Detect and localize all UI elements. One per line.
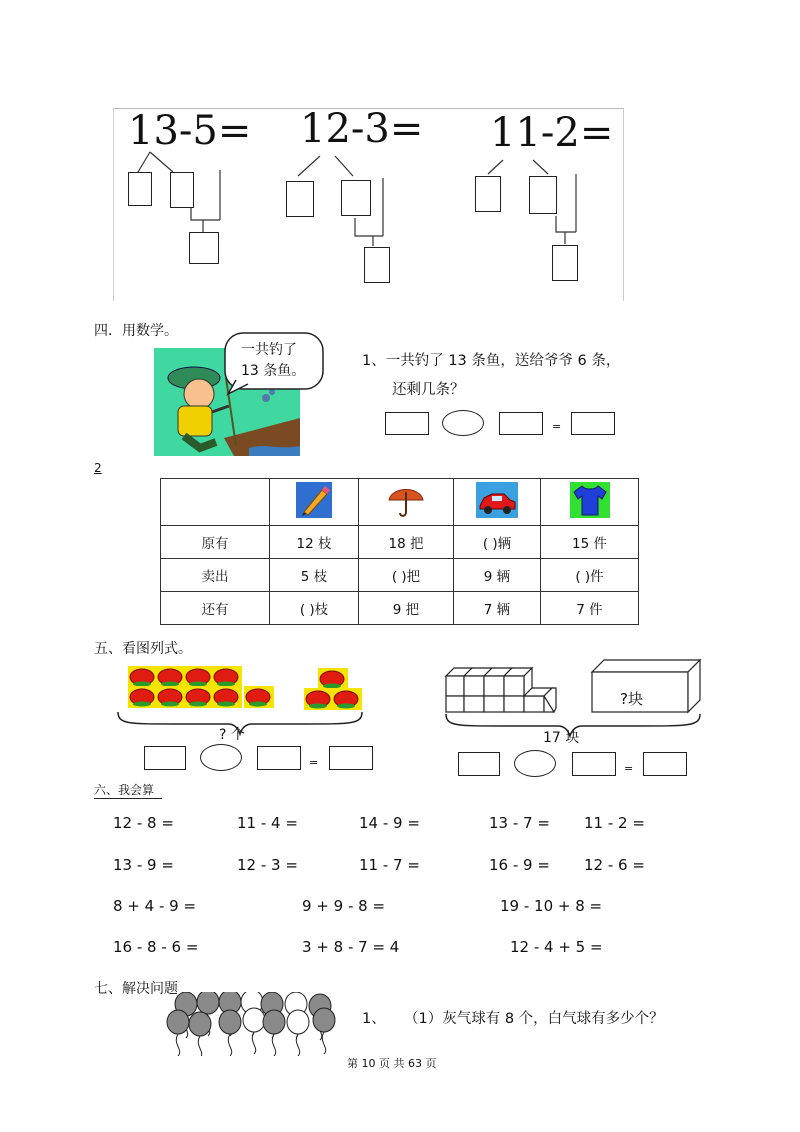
decompose-box[interactable] — [128, 172, 152, 206]
table-cell[interactable]: ( )枝 — [270, 592, 359, 625]
speech-bubble-line-2: 13 条鱼。 — [241, 363, 306, 379]
table-cell[interactable]: ( )把 — [359, 559, 454, 592]
table-cell: 5 枝 — [270, 559, 359, 592]
balloons-illustration — [164, 992, 344, 1056]
operator-oval[interactable] — [200, 744, 242, 771]
answer-box[interactable] — [385, 412, 429, 435]
calc-item: 9 + 9 - 8 = — [302, 897, 386, 915]
white-balloon-icon — [243, 1008, 265, 1032]
equals-sign: = — [309, 756, 319, 769]
table-cell: 15 件 — [541, 526, 639, 559]
table-cell[interactable]: ( )辆 — [454, 526, 541, 559]
calc-item: 12 - 3 = — [237, 856, 298, 874]
table-header-umbrella — [359, 479, 454, 526]
table-header-shirt — [541, 479, 639, 526]
gray-balloon-icon — [197, 992, 219, 1014]
equals-sign: = — [552, 420, 562, 433]
decompose-box[interactable] — [170, 172, 194, 208]
decompose-box[interactable] — [189, 232, 219, 264]
calc-item: 13 - 9 = — [113, 856, 174, 874]
answer-box[interactable] — [643, 752, 687, 776]
calc-item: 19 - 10 + 8 = — [500, 897, 603, 915]
question-1-line-2: 还剩几条？ — [392, 382, 465, 398]
car-icon — [476, 482, 518, 518]
question-1-line-1: 1、一共钓了 13 条鱼，送给爷爷 6 条， — [362, 353, 621, 369]
answer-box[interactable] — [144, 746, 186, 770]
question-2-number: 2 — [94, 461, 102, 475]
apples-illustration — [128, 666, 364, 712]
gray-balloon-icon — [263, 1010, 285, 1034]
decompose-problem-3: 11-2= — [490, 110, 614, 156]
calc-item: 13 - 7 = — [489, 814, 550, 832]
shirt-icon — [570, 482, 610, 518]
calc-item: 16 - 9 = — [489, 856, 550, 874]
decompose-box[interactable] — [529, 176, 557, 214]
white-balloon-icon — [287, 1010, 309, 1034]
calc-item: 11 - 4 = — [237, 814, 298, 832]
table-cell: 7 件 — [541, 592, 639, 625]
table-cell: 7 辆 — [454, 592, 541, 625]
calc-item: 3 + 8 - 7 = 4 — [302, 938, 400, 956]
table-row — [161, 559, 639, 592]
answer-box[interactable] — [257, 746, 301, 770]
table-row — [161, 526, 639, 559]
decompose-box[interactable] — [341, 180, 371, 216]
umbrella-icon — [386, 482, 426, 518]
table-cell: 12 枝 — [270, 526, 359, 559]
calc-item: 11 - 2 = — [584, 814, 645, 832]
gray-balloon-icon — [189, 1012, 211, 1036]
decompose-box[interactable] — [552, 245, 578, 281]
decompose-problem-2: 12-3= — [300, 106, 424, 152]
table-cell: 9 辆 — [454, 559, 541, 592]
decompose-problem-1: 13-5= — [128, 108, 252, 154]
calc-item: 12 - 4 + 5 = — [510, 938, 603, 956]
gray-balloon-icon — [219, 1010, 241, 1034]
answer-box[interactable] — [458, 752, 500, 776]
calc-item: 11 - 7 = — [359, 856, 420, 874]
table-header-empty — [161, 479, 270, 526]
calc-item: 16 - 8 - 6 = — [113, 938, 199, 956]
page-footer: 第 10 页 共 63 页 — [347, 1057, 437, 1070]
table-row — [161, 592, 639, 625]
answer-box[interactable] — [329, 746, 373, 770]
section-6-heading: 六、我会算 — [94, 781, 162, 799]
table-cell: 9 把 — [359, 592, 454, 625]
section-7-heading: 七、解决问题 — [94, 981, 178, 997]
block-total-label: 17 块 — [543, 730, 580, 746]
table-header-pencil — [270, 479, 359, 526]
calc-item: 12 - 8 = — [113, 814, 174, 832]
row-label: 原有 — [161, 526, 270, 559]
row-label: 还有 — [161, 592, 270, 625]
question-1-number: 1、 — [362, 1011, 386, 1027]
equals-sign: = — [624, 762, 634, 775]
calc-item: 14 - 9 = — [359, 814, 420, 832]
table-cell[interactable]: ( )件 — [541, 559, 639, 592]
calc-item: 8 + 4 - 9 = — [113, 897, 197, 915]
gray-balloon-icon — [313, 1008, 335, 1032]
table-cell: 18 把 — [359, 526, 454, 559]
row-label: 卖出 — [161, 559, 270, 592]
decompose-box[interactable] — [286, 181, 314, 217]
operator-oval[interactable] — [442, 410, 484, 436]
section-5-heading: 五、看图列式。 — [94, 641, 192, 657]
sales-table — [160, 478, 639, 625]
decompose-box[interactable] — [364, 247, 390, 283]
decompose-box[interactable] — [475, 176, 501, 212]
answer-box[interactable] — [499, 412, 543, 435]
section-4-heading: 四．用数学。 — [94, 323, 178, 339]
answer-box[interactable] — [571, 412, 615, 435]
calc-item: 12 - 6 = — [584, 856, 645, 874]
answer-box[interactable] — [572, 752, 616, 776]
operator-oval[interactable] — [514, 750, 556, 777]
gray-balloon-icon — [167, 1010, 189, 1034]
question-1-text: （1）灰气球有 8 个，白气球有多少个？ — [404, 1011, 664, 1027]
pencil-icon — [296, 482, 332, 518]
speech-bubble-line-1: 一共钓了 — [241, 342, 297, 358]
table-header-car — [454, 479, 541, 526]
block-unknown-label: ?块 — [620, 690, 643, 708]
blocks-illustration — [444, 656, 704, 716]
apple-total-label: ? 个 — [219, 727, 245, 743]
